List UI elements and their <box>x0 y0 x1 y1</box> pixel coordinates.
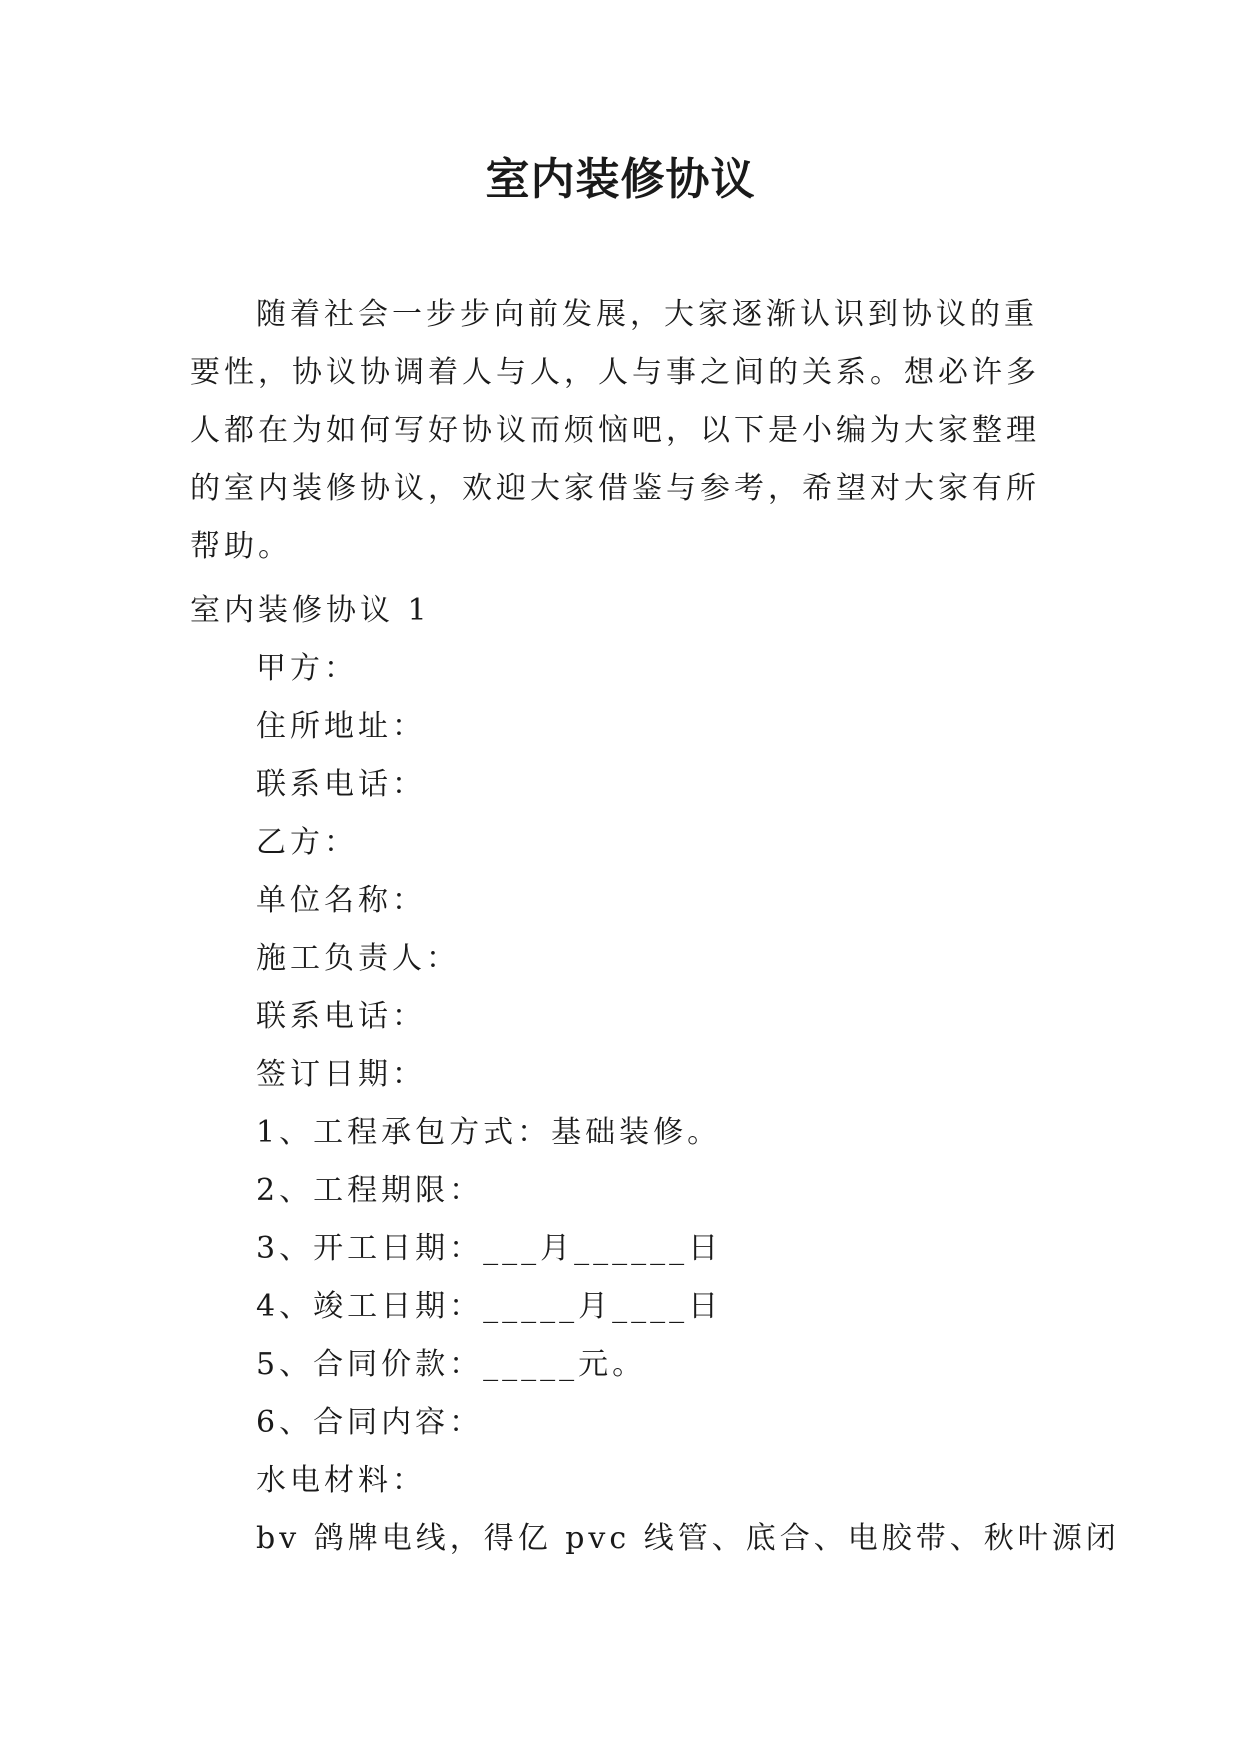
section-title: 室内装修协议 1 <box>190 593 431 628</box>
line-materials-heading: 水电材料： <box>256 1463 426 1498</box>
line-start-date: 3、开工日期：___月______日 <box>256 1231 723 1266</box>
line-party-b: 乙方： <box>256 825 358 860</box>
line-contract-price: 5、合同价款：_____元。 <box>256 1347 647 1382</box>
line-phone-b: 联系电话： <box>256 999 426 1034</box>
line-party-a: 甲方： <box>256 651 358 686</box>
line-construction-lead: 施工负责人： <box>256 941 460 976</box>
line-sign-date: 签订日期： <box>256 1057 426 1092</box>
line-contract-content: 6、合同内容： <box>256 1405 484 1440</box>
line-contract-method: 1、工程承包方式：基础装修。 <box>256 1115 722 1150</box>
line-end-date: 4、竣工日期：_____月____日 <box>256 1289 723 1324</box>
document-title: 室内装修协议 <box>485 154 756 205</box>
line-company-name: 单位名称： <box>256 883 426 918</box>
line-project-term: 2、工程期限： <box>256 1173 484 1208</box>
agreement-lines <box>256 640 1120 1568</box>
line-materials-detail: bv 鸽牌电线，得亿 pvc 线管、底合、电胶带、秋叶源闭 <box>256 1521 1120 1556</box>
intro-paragraph: 随着社会一步步向前发展，大家逐渐认识到协议的重要性，协议协调着人与人，人与事之间的关系。想必许多人都在为如何写好协议而烦恼吧，以下是小编为大家整理的室内装修协议，欢迎大家借鉴与参考，希望对大家有所帮助。 <box>190 297 1040 564</box>
line-address: 住所地址： <box>256 709 426 744</box>
line-phone-a: 联系电话： <box>256 767 426 802</box>
